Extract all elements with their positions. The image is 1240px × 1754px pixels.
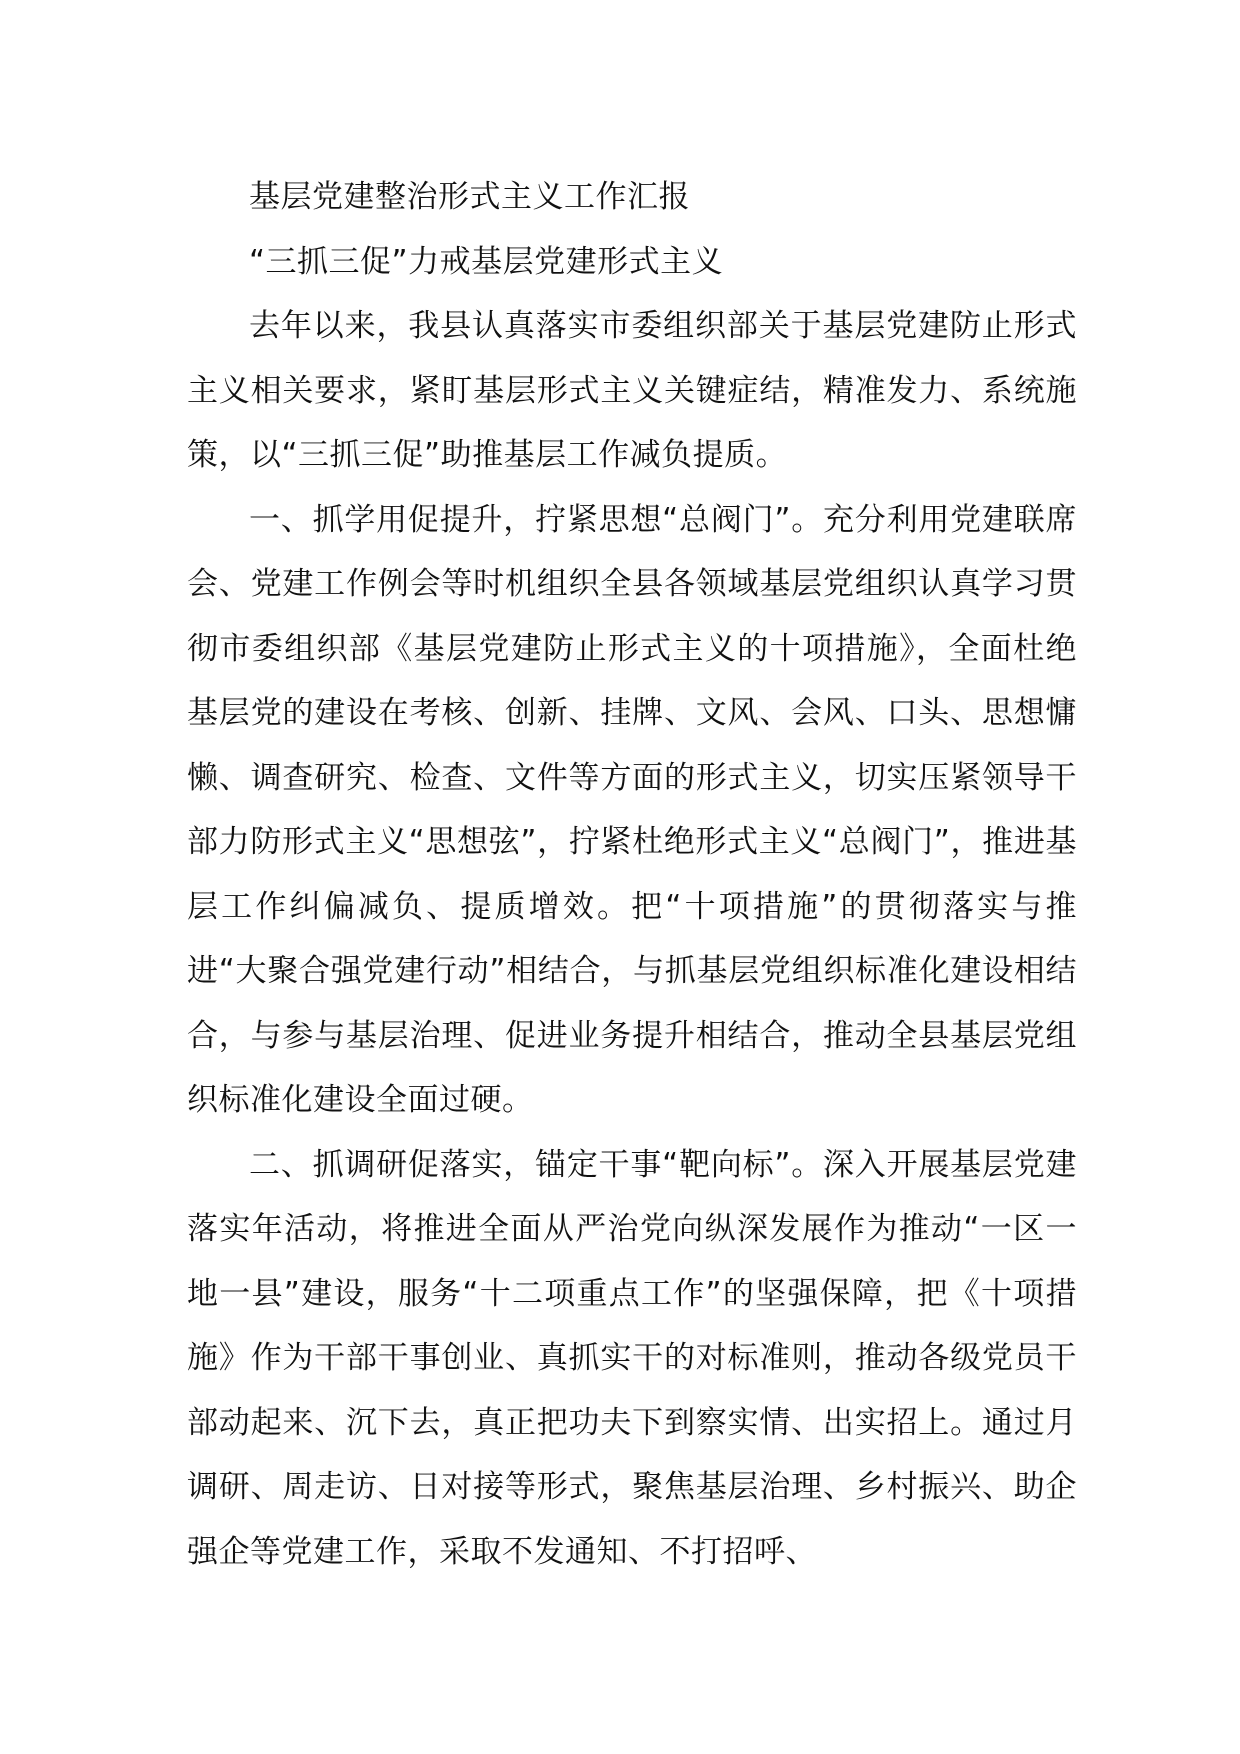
paragraph-section-one: 一、抓学用促提升，拧紧思想“总阀门”。充分利用党建联席会、党建工作例会等时机组织全县各领域基层党组织认真学习贯彻市委组织部《基层党建防止形式主义的十项措施》，全面杜绝基层党的建设在考核、创新、挂牌、文风、会风、口头、思想慵懒、调查研究、检查、文件等方面的形式主义，切实压紧领导干部力防形式主义“思想弦”，拧紧杜绝形式主义“总阀门”，推进基层工作纠偏减负、提质增效。把“十项措施”的贯彻落实与推进“大聚合强党建行动”相结合，与抓基层党组织标准化建设相结合，与参与基层治理、促进业务提升相结合，推动全县基层党组织标准化建设全面过硬。	[187, 501, 1077, 1118]
document-page	[187, 165, 1077, 1584]
paragraph-intro: 去年以来，我县认真落实市委组织部关于基层党建防止形式主义相关要求，紧盯基层形式主义关键症结，精准发力、系统施策，以“三抓三促”助推基层工作减负提质。	[187, 308, 1077, 473]
document-title: 基层党建整治形式主义工作汇报	[249, 179, 690, 215]
document-subtitle: “三抓三促”力戒基层党建形式主义	[249, 243, 724, 280]
paragraph-section-two: 二、抓调研促落实，锚定干事“靶向标”。深入开展基层党建落实年活动，将推进全面从严治党向纵深发展作为推动“一区一地一县”建设，服务“十二项重点工作”的坚强保障，把《十项措施》作为干部干事创业、真抓实干的对标准则，推动各级党员干部动起来、沉下去，真正把功夫下到察实情、出实招上。通过月调研、周走访、日对接等形式，聚焦基层治理、乡村振兴、助企强企等党建工作，采取不发通知、不打招呼、	[187, 1146, 1077, 1570]
